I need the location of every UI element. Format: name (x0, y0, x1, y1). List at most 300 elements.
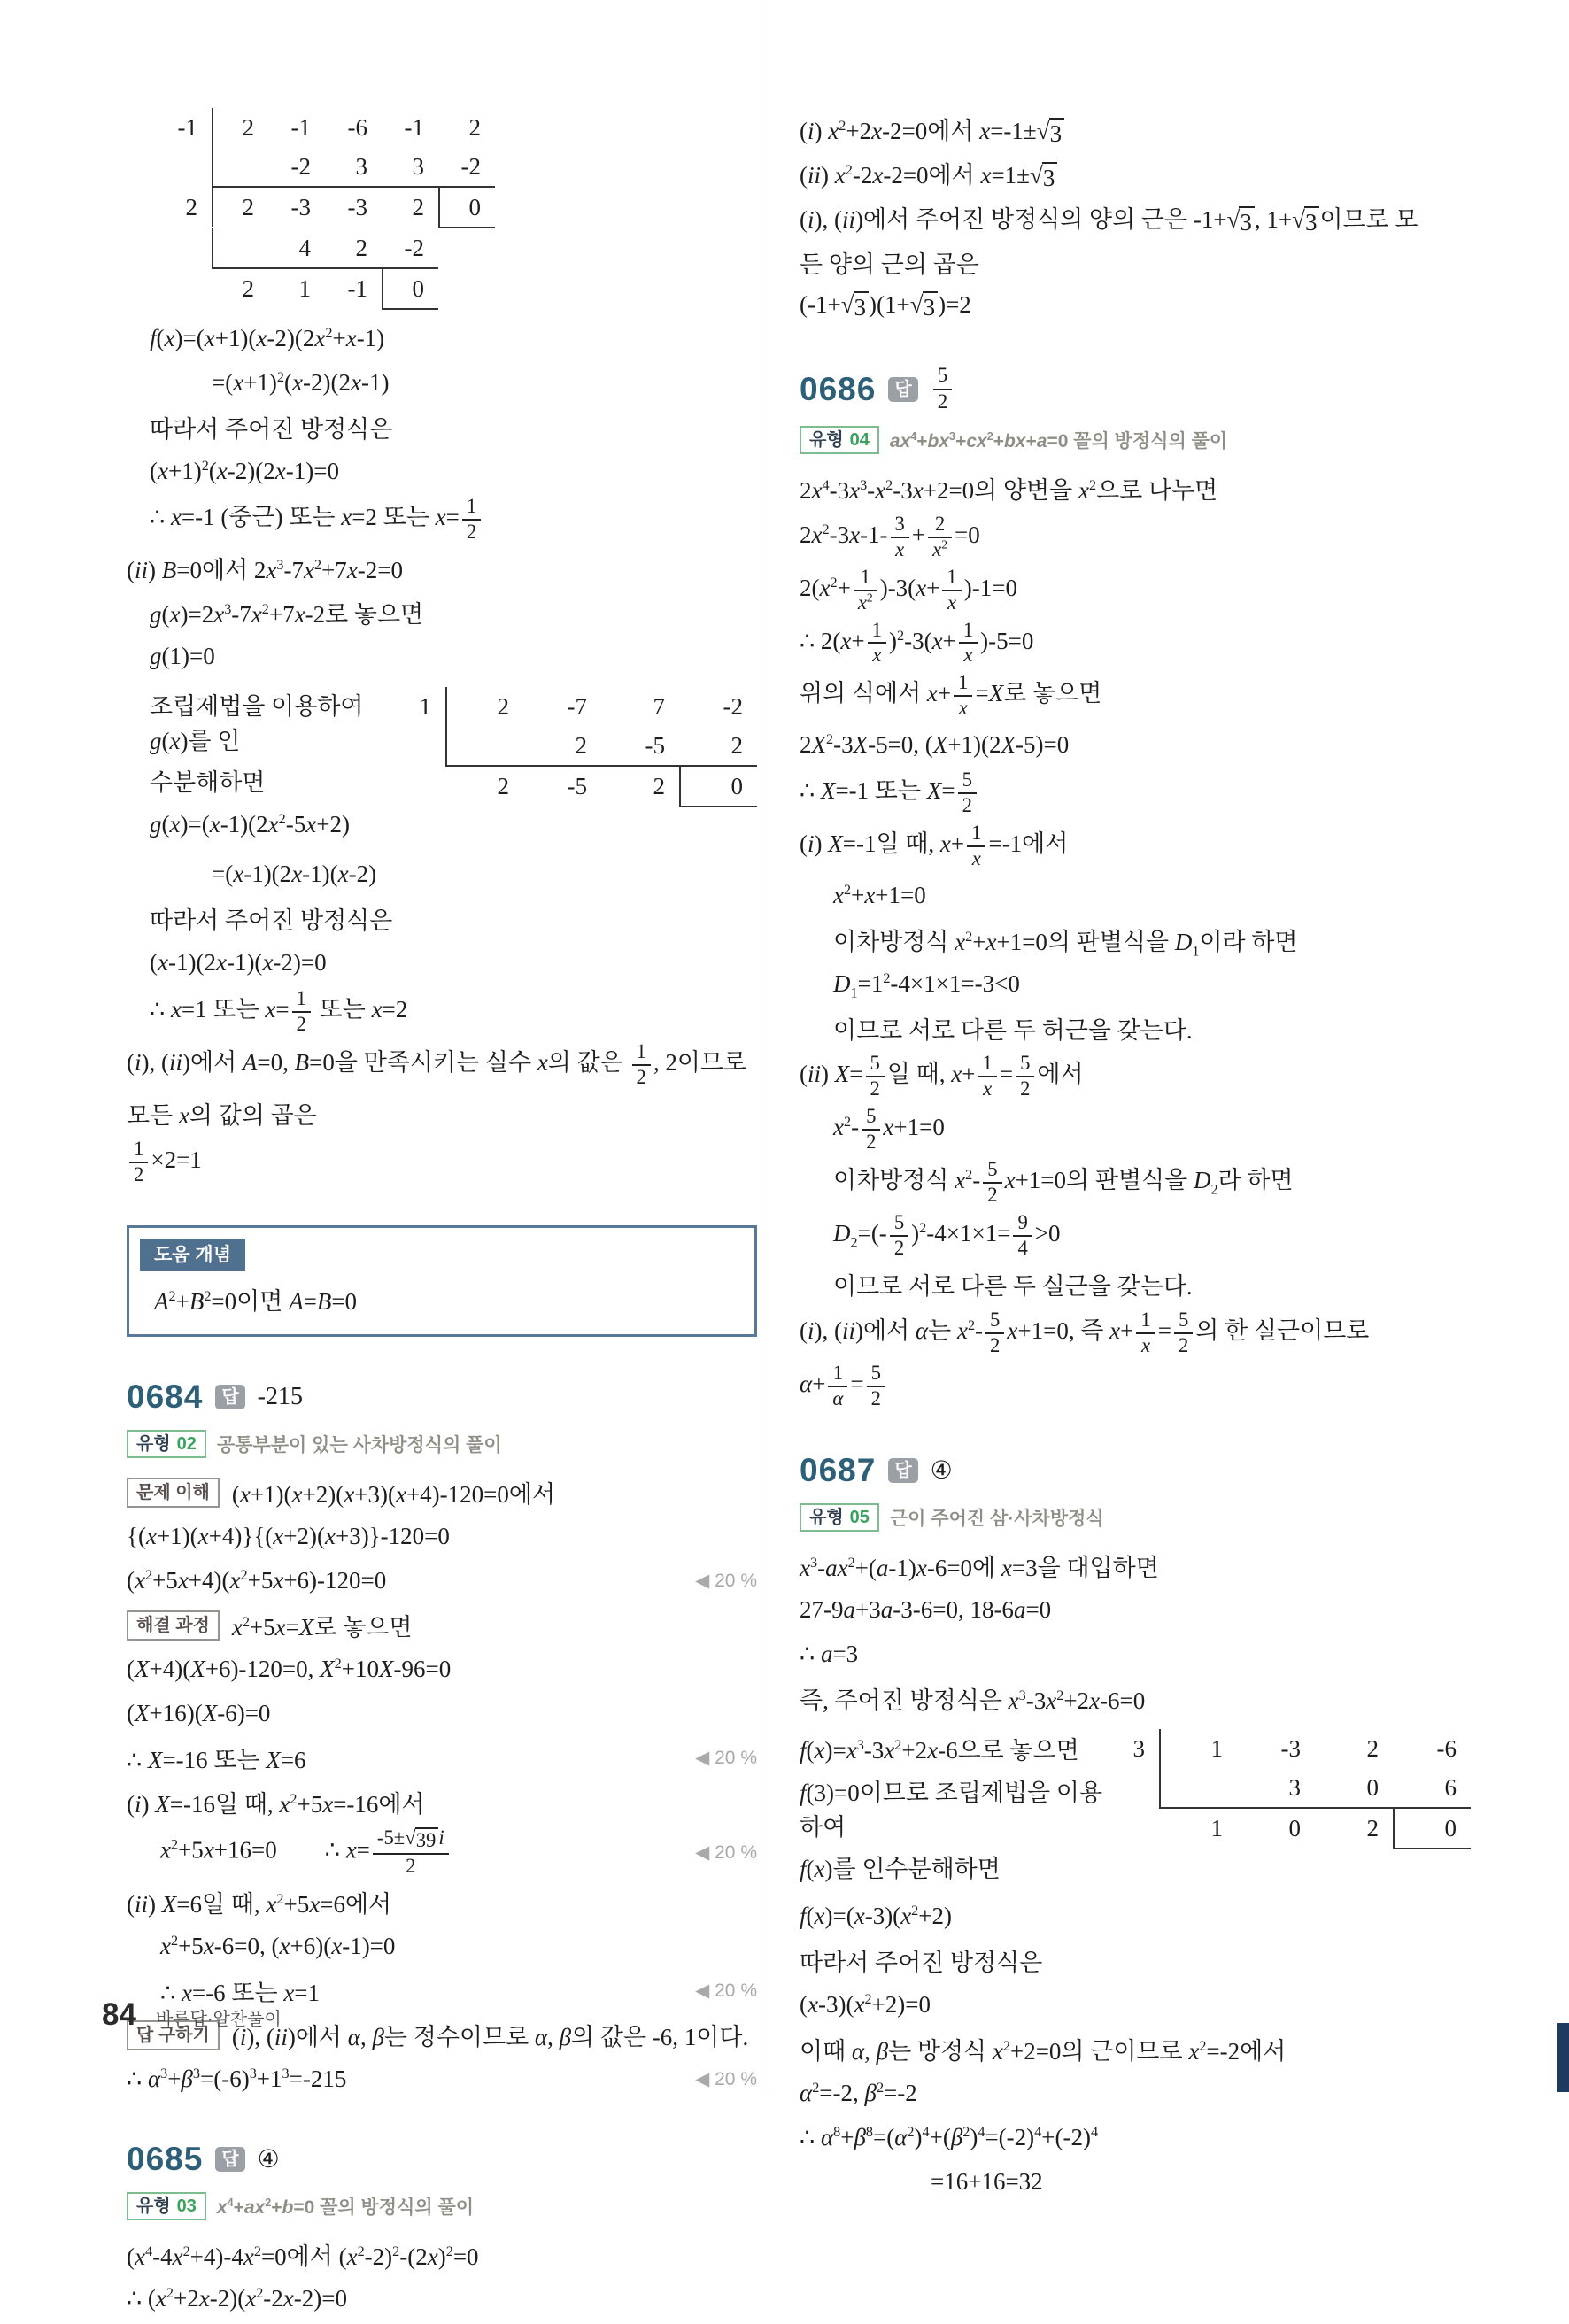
superscript (243, 1614, 250, 1630)
text: )를 인 (180, 727, 241, 754)
text-run (150, 458, 202, 484)
text: ( (800, 830, 808, 858)
text: -(2 (399, 2243, 428, 2271)
table-cell: 3 (382, 147, 438, 188)
text: +2 (1063, 1687, 1090, 1715)
solution-line (800, 1363, 1471, 1410)
fraction (959, 620, 978, 668)
text: 공통부분이 있는 사차방정식의 풀이 (216, 1434, 502, 1455)
text: , 2이므로 (653, 1048, 747, 1076)
text-run (416, 1829, 437, 1851)
text-run (866, 1131, 876, 1153)
text: 2 (256, 2285, 264, 2302)
type-tag-label: 유형 (809, 1507, 844, 1527)
math-line (127, 458, 339, 485)
math-variable: x (164, 324, 175, 351)
text-run (467, 495, 476, 517)
type-tag-title (217, 2193, 474, 2220)
math-variable: D (1193, 1167, 1211, 1194)
text-run (800, 1991, 864, 2018)
math-variable: x (864, 881, 876, 908)
math-variable: x (927, 1737, 939, 1764)
divisor-cell (1118, 1809, 1159, 1848)
text-run (1199, 929, 1297, 955)
text: + (332, 324, 346, 351)
text: = (941, 777, 955, 805)
text-run (853, 162, 1030, 189)
radical-sign: √ (1030, 161, 1043, 189)
text-run (228, 2197, 234, 2209)
text-block (800, 1724, 1118, 1892)
text: )=( (180, 811, 210, 838)
text-run (167, 2065, 193, 2092)
divisor-cell (1118, 1768, 1159, 1807)
text: ( (161, 727, 170, 754)
answer-value (258, 1383, 303, 1411)
denominator (954, 695, 972, 720)
superscript (277, 369, 284, 385)
math-line (127, 1041, 746, 1089)
text-run (911, 1220, 919, 1247)
text-run (870, 1077, 880, 1100)
divisor-cell: -1 (177, 114, 197, 141)
text-run (958, 671, 968, 693)
text-run (183, 2243, 190, 2259)
math-variable: x (939, 830, 951, 858)
text-run (150, 907, 392, 934)
math-variable: D (1174, 928, 1193, 955)
text: 2 (313, 557, 322, 574)
text: 2 (843, 881, 852, 898)
math-line (800, 1596, 1051, 1624)
fraction (866, 1053, 885, 1100)
text-run (830, 521, 888, 548)
text: =-1일 때, (842, 830, 940, 858)
solution-line (127, 761, 405, 800)
text-run (904, 628, 956, 654)
text: 3 (923, 294, 936, 320)
text: 근이 주어진 삼·사차방정식 (889, 1508, 1104, 1529)
type-tag-box (800, 426, 879, 454)
superscript (848, 1555, 855, 1571)
text: 4 (1017, 1236, 1028, 1259)
text: =0, (257, 1048, 295, 1076)
text: + (942, 627, 956, 654)
text: ( (161, 811, 170, 838)
text: -6=0, ( (213, 1933, 280, 1960)
text-run (1158, 1317, 1171, 1344)
text-run (231, 601, 261, 628)
math-line (800, 620, 1033, 668)
text-run (938, 364, 948, 387)
text-run (276, 557, 283, 573)
text-run (250, 1614, 413, 1641)
text: 2 (866, 591, 873, 605)
text-run (800, 731, 826, 758)
superscript (276, 557, 283, 573)
math-variable: x (971, 847, 981, 870)
text-run (983, 1077, 992, 1100)
math-line (800, 112, 1064, 148)
progress-marker: ◀ 20 % (695, 1980, 757, 2002)
divisor-cell: 1 (419, 692, 431, 720)
text: 2 (876, 2080, 885, 2096)
helper-box-label-row (129, 1228, 754, 1278)
superscript (877, 2080, 884, 2096)
table-cell: -6 (1436, 1734, 1457, 1762)
math-line (800, 1159, 1294, 1207)
math-variable: x (840, 627, 852, 654)
text: {( (127, 1523, 146, 1550)
text-run (800, 830, 964, 857)
solution-line (127, 1517, 757, 1556)
table-cell: 2 (212, 188, 268, 227)
text-run (377, 1826, 405, 1849)
text: +1 (256, 2065, 282, 2093)
text: 2 (986, 429, 993, 443)
text-run (894, 1211, 904, 1233)
table-cell: -2 (723, 692, 743, 720)
text-run (127, 1523, 450, 1549)
text: + (962, 1061, 976, 1088)
text: 2 (990, 1333, 1001, 1356)
math-variable: x (800, 1555, 810, 1582)
fraction (867, 1363, 885, 1410)
text: +6)( (290, 1933, 332, 1960)
math-variable: x (926, 680, 938, 707)
text: ④ (930, 1456, 953, 1485)
math-variable: x (344, 1481, 355, 1509)
table-cell: -6 (347, 114, 367, 141)
text: ), ( (246, 2024, 274, 2051)
text-run (800, 1687, 1019, 1714)
text-run (800, 1856, 1001, 1882)
numerator (1136, 1309, 1155, 1332)
numerator (129, 1139, 148, 1162)
text-run (134, 1163, 143, 1185)
text-run (174, 2285, 256, 2312)
math-variable: x (273, 1523, 284, 1550)
denominator (129, 1162, 148, 1186)
text: =1 (294, 1980, 321, 2007)
text-run (1010, 2038, 1199, 2065)
math-variable: x (992, 2038, 1003, 2065)
superscript (1089, 477, 1096, 493)
solution-line (800, 920, 1471, 959)
math-variable: x (170, 504, 182, 531)
math-variable: b (282, 2197, 294, 2218)
math-line (800, 1681, 1145, 1716)
text-run (800, 681, 951, 707)
text-run (800, 2124, 833, 2150)
math-line (127, 1700, 270, 1727)
superscript (949, 430, 955, 443)
table-cell: -1 (347, 275, 367, 302)
text: 1 (958, 671, 969, 694)
text-run (947, 591, 956, 614)
text: -1)( (302, 861, 338, 888)
fraction (983, 1159, 1001, 1207)
text: 4 (227, 2196, 234, 2209)
text: 2 (883, 969, 891, 986)
denominator (942, 590, 961, 614)
superscript (145, 1567, 152, 1583)
math-line (127, 1933, 395, 1960)
text: 5 (987, 1157, 998, 1180)
superscript (987, 430, 993, 443)
text-run (830, 477, 860, 504)
text-run (833, 1362, 843, 1384)
superscript (1003, 2038, 1010, 2054)
text: 로 놓으면 (1003, 680, 1102, 707)
math-variable: x (1078, 477, 1089, 505)
text: 이차방정식 (833, 928, 955, 955)
text-run (907, 2124, 914, 2140)
radicand (415, 1827, 439, 1852)
text-run (800, 2080, 812, 2106)
text: -3( (904, 627, 932, 654)
text: ( (800, 1061, 808, 1088)
text: 의 값의 곱은 (189, 1102, 317, 1130)
right-column (800, 104, 1471, 2207)
text: + (950, 830, 965, 858)
text-run (271, 2197, 474, 2218)
math-variable: ii (808, 161, 822, 189)
text-run (637, 1040, 646, 1062)
text: 2 (843, 1114, 852, 1131)
text: =-1 또는 (835, 777, 927, 805)
text-run (962, 768, 972, 791)
math-variable: x (169, 601, 181, 629)
math-variable: x (294, 601, 305, 629)
numerator (890, 1212, 908, 1235)
text: ( (127, 1048, 135, 1076)
math-variable: x (203, 1933, 214, 1960)
math-line (800, 1943, 1042, 1978)
math-variable: α (347, 2024, 360, 2051)
math-line (800, 1267, 1193, 1301)
solution-line (127, 549, 757, 588)
text: =-2에서 (1206, 2038, 1287, 2065)
fraction (891, 513, 909, 561)
text: 2 (850, 1234, 858, 1251)
text: -5 (285, 811, 306, 838)
math-variable: X (834, 1061, 850, 1088)
text: 2 (885, 477, 893, 494)
text: 2 (201, 457, 209, 474)
text: ( (806, 1903, 815, 1930)
math-variable: x (872, 161, 884, 189)
text-run (282, 2065, 290, 2081)
text: ( (127, 1891, 135, 1919)
math-line (800, 1309, 1369, 1357)
text-run (150, 643, 215, 669)
type-tag-line (800, 423, 1471, 457)
text: -5± (376, 1826, 406, 1849)
math-variable: x (1109, 1316, 1121, 1344)
text: 1 (982, 1052, 993, 1075)
math-variable: x (158, 457, 168, 484)
text: +3)}-120=0 (335, 1523, 450, 1550)
text-run (209, 458, 339, 484)
math-variable: X (811, 730, 826, 758)
superscript (279, 811, 286, 827)
text: 3 (1240, 208, 1252, 235)
text: ) (148, 1891, 162, 1919)
text: ∴ 2( (800, 627, 841, 654)
text: 2 (166, 2285, 174, 2302)
table-cell: 2 (325, 228, 382, 269)
text: 2 (822, 521, 830, 537)
text: ( (806, 1737, 815, 1764)
math-variable: x (283, 1980, 295, 2007)
text-run (1050, 120, 1063, 147)
synthetic-division-table (405, 687, 757, 807)
math-variable: x (833, 1114, 844, 1141)
math-variable: x (912, 477, 924, 505)
text-run (931, 1457, 953, 1485)
text: 2 (357, 2243, 365, 2260)
solution-line (127, 496, 757, 544)
text: )-5=0 (980, 627, 1034, 654)
text: +1=0, 즉 (1017, 1316, 1110, 1344)
math-variable: x (267, 811, 279, 838)
text: 5 (1020, 1052, 1031, 1075)
numerator (978, 1053, 996, 1076)
text: =-2 (884, 2080, 917, 2107)
text-run (840, 2124, 866, 2150)
math-variable: x (1188, 2038, 1200, 2065)
answer-badge: 답 (888, 1458, 917, 1483)
answer-value (258, 2144, 280, 2174)
text: 1 (850, 984, 858, 1001)
text: +4)( (188, 1567, 230, 1594)
text-run (889, 628, 897, 654)
text: -6으로 놓으면 (938, 1737, 1079, 1764)
text: ( (150, 949, 158, 977)
radicand (1042, 162, 1058, 192)
text-run (833, 1273, 1193, 1300)
math-line (127, 1096, 317, 1131)
math-variable: x (198, 2285, 210, 2312)
solution-line (127, 1883, 757, 1922)
text-run (127, 1656, 335, 1682)
superscript (907, 2124, 914, 2140)
square-root (1292, 206, 1319, 236)
denominator (983, 1182, 1001, 1207)
synthetic-division-table (171, 108, 757, 310)
table-cell: -2 (268, 147, 325, 188)
text-run (800, 521, 822, 548)
math-variable: x (160, 1836, 171, 1864)
fraction (632, 1041, 651, 1089)
text-run (269, 601, 423, 628)
math-variable: x (274, 1614, 286, 1641)
solution-line (800, 198, 1471, 237)
text-run (637, 1066, 646, 1088)
superscript (250, 2065, 257, 2081)
text: ) (821, 1061, 835, 1088)
text: 이라 하면 (1199, 928, 1298, 955)
text: )-3( (879, 574, 916, 601)
text: 2 (800, 730, 812, 758)
helper-box-label: 도움 개념 (140, 1239, 245, 1271)
text-run (276, 1891, 283, 1907)
text-run (127, 1791, 290, 1818)
text: -3-6=0, 18-6 (893, 1596, 1014, 1624)
text: 4 (910, 429, 917, 443)
text: +5 (178, 1933, 204, 1960)
text-run (243, 1614, 250, 1630)
math-line (232, 1608, 413, 1642)
text: 9 (1017, 1210, 1028, 1233)
text-run (826, 731, 833, 747)
text: 2 (290, 1791, 298, 1808)
text-run (1063, 1687, 1145, 1714)
synthetic-division-block (171, 108, 757, 310)
math-variable: x (537, 1048, 548, 1076)
math-variable: X (147, 1747, 163, 1774)
text: +4)}{( (208, 1523, 274, 1550)
text: )에서 (855, 1316, 916, 1344)
text-run (313, 996, 407, 1023)
table-block (1118, 1729, 1471, 1849)
superscript (358, 2243, 365, 2259)
math-variable: ax (889, 430, 911, 452)
text: ( (806, 1856, 815, 1883)
denominator (928, 537, 952, 561)
text-run (924, 294, 936, 320)
math-variable: α (894, 2124, 908, 2151)
text: ( (127, 1791, 135, 1818)
text: -6=0 (1100, 1687, 1146, 1715)
solution-line (127, 1650, 757, 1689)
text: + (851, 627, 865, 654)
numerator (958, 769, 977, 792)
solution-line (127, 319, 757, 358)
superscript (166, 2285, 174, 2301)
solution-line (127, 1094, 757, 1133)
text-run (202, 458, 209, 474)
math-line (800, 471, 1217, 506)
math-variable: f (800, 1737, 807, 1764)
text-run (1019, 1687, 1026, 1703)
math-variable: x (251, 601, 262, 629)
text: , (359, 2024, 373, 2051)
math-variable: x (916, 574, 927, 601)
text-run (800, 1950, 1042, 1976)
solution-line (800, 1679, 1471, 1718)
superscript (860, 477, 867, 493)
math-variable: a (820, 1641, 833, 1668)
text-run (838, 575, 851, 601)
denominator (462, 519, 481, 544)
math-variable: x (963, 644, 973, 667)
fraction (958, 769, 977, 817)
text-run (890, 431, 910, 452)
math-variable: ax (243, 2197, 266, 2218)
text: +( (929, 2124, 951, 2151)
text: 2 (967, 1316, 976, 1333)
math-variable: X (190, 1656, 205, 1683)
math-variable: x (331, 1933, 343, 1960)
text: 2 (168, 1287, 176, 1304)
math-variable: x (854, 1991, 865, 2019)
math-variable: α (800, 2080, 813, 2107)
text-run (290, 2065, 347, 2092)
superscript (160, 2065, 167, 2081)
text: -2=0에서 (882, 117, 980, 144)
